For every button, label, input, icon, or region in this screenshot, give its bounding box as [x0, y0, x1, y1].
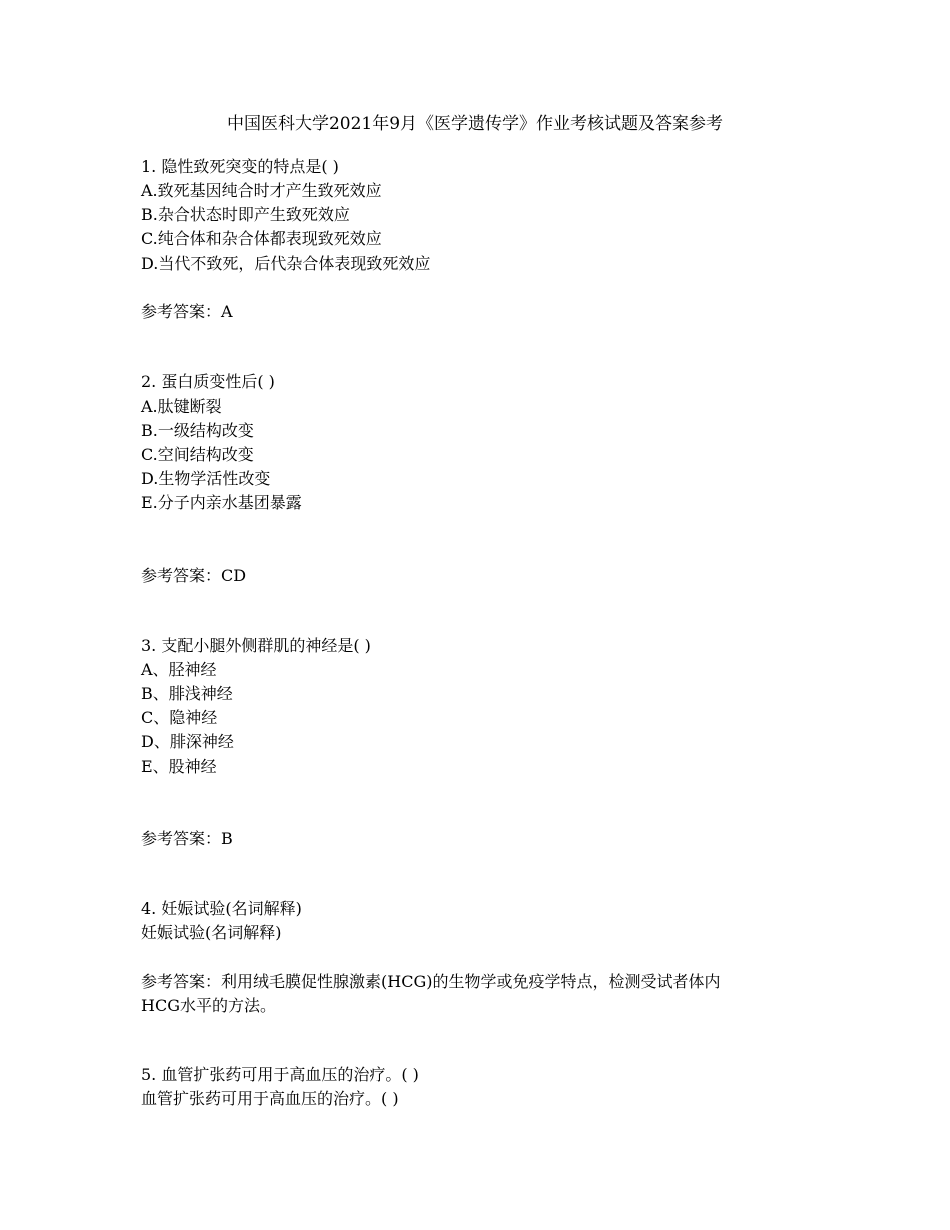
question-5-prompt: 血管扩张药可用于高血压的治疗。( ) — [141, 1089, 399, 1108]
question-2-option-e: E.分子内亲水基团暴露 — [141, 493, 302, 512]
question-2-option-a: A.肽键断裂 — [141, 397, 222, 416]
question-1-option-d: D.当代不致死，后代杂合体表现致死效应 — [141, 254, 431, 273]
question-2-option-d: D.生物学活性改变 — [141, 469, 271, 488]
question-3-option-e: E、股神经 — [141, 757, 217, 776]
question-3-option-d: D、腓深神经 — [141, 732, 234, 751]
question-2-stem: 2. 蛋白质变性后( ) — [141, 372, 275, 391]
question-2-option-b: B.一级结构改变 — [141, 421, 254, 440]
document-title: 中国医科大学2021年9月《医学遗传学》作业考核试题及答案参考 — [226, 114, 724, 134]
question-1-answer: 参考答案：A — [141, 302, 233, 321]
question-1-option-a: A.致死基因纯合时才产生致死效应 — [141, 181, 382, 200]
question-3-option-b: B、腓浅神经 — [141, 684, 233, 703]
question-3-option-a: A、胫神经 — [141, 660, 217, 679]
question-3-answer: 参考答案：B — [141, 829, 233, 848]
question-4-stem: 4. 妊娠试验(名词解释) — [141, 899, 302, 918]
question-4-answer-continued: HCG水平的方法。 — [141, 996, 276, 1015]
question-1-option-c: C.纯合体和杂合体都表现致死效应 — [141, 229, 382, 248]
question-1-option-b: B.杂合状态时即产生致死效应 — [141, 205, 350, 224]
question-3-option-c: C、隐神经 — [141, 708, 218, 727]
question-1-stem: 1. 隐性致死突变的特点是( ) — [141, 157, 339, 176]
question-2-answer: 参考答案：CD — [141, 566, 247, 585]
question-5-stem: 5. 血管扩张药可用于高血压的治疗。( ) — [141, 1065, 419, 1084]
question-4-answer: 参考答案：利用绒毛膜促性腺激素(HCG)的生物学或免疫学特点，检测受试者体内 — [141, 972, 721, 991]
question-4-prompt: 妊娠试验(名词解释) — [141, 923, 282, 942]
question-3-stem: 3. 支配小腿外侧群肌的神经是( ) — [141, 636, 371, 655]
question-2-option-c: C.空间结构改变 — [141, 445, 254, 464]
